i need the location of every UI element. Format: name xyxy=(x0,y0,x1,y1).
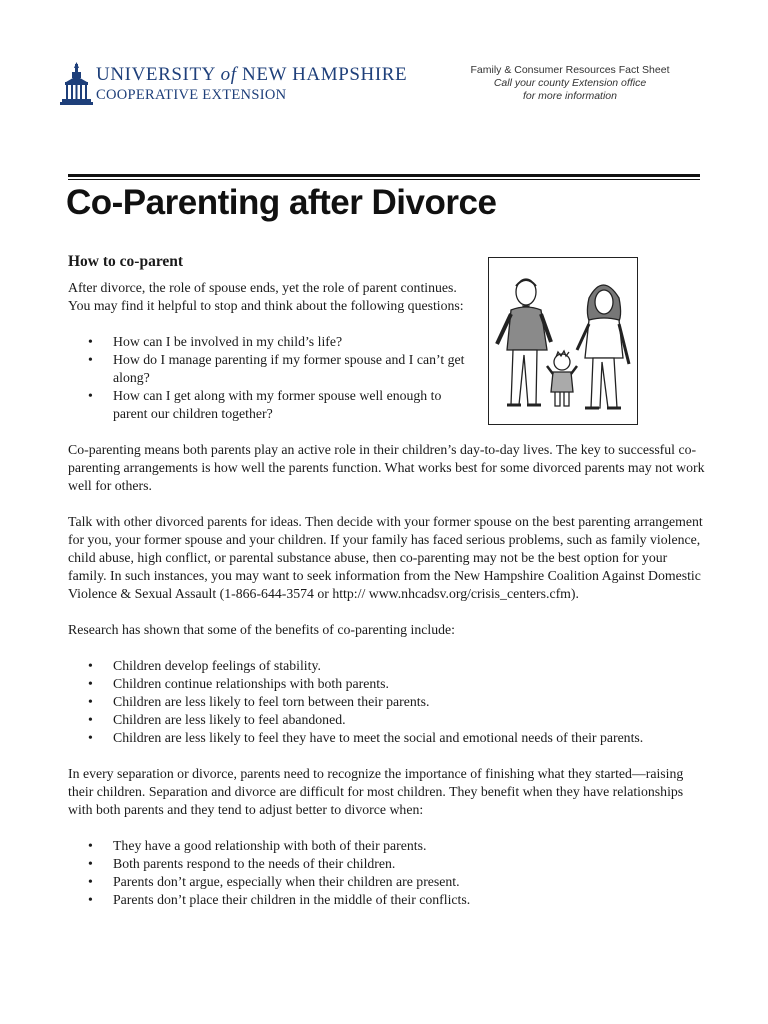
coparenting-paragraph: Co-parenting means both parents play an active role in their children’s day-to-day lives. The key to successful co-parenting arrangements is how well the parents function. What works best for some divorced parents may not work well for others. xyxy=(68,442,705,493)
main-content xyxy=(68,253,708,927)
list-item: • Both parents respond to the needs of their children. xyxy=(68,855,708,873)
list-item: • How can I be involved in my child’s life? xyxy=(68,333,708,351)
list-item: • Children are less likely to feel they have to meet the social and emotional needs of their parents. xyxy=(68,729,708,747)
list-item: • Parents don’t place their children in the middle of their conflicts. xyxy=(68,891,708,909)
list-item: • Children are less likely to feel torn between their parents. xyxy=(68,693,708,711)
fact-sheet-info: for more information xyxy=(523,90,617,102)
list-item: • How can I get along with my former spouse well enough to parent our children together? xyxy=(68,387,533,423)
thompson-hall-icon xyxy=(60,62,94,106)
conditions-list xyxy=(68,837,708,909)
list-item: • Children develop feelings of stability. xyxy=(68,657,708,675)
separation-paragraph: In every separation or divorce, parents need to recognize the importance of finishing what they started—raising their children. Separation and divorce are difficult for most children. They benefit when they have relationships with both parents and they tend to adjust better to divorce when: xyxy=(68,766,684,817)
talk-paragraph: Talk with other divorced parents for ideas. Then decide with your former spouse on the best parenting arrangement for you, your former spouse and your children. If your family has faced serious problems, such as family violence, child abuse, high conflict, or parental substance abuse, then co-parenting may not be the best option for your family. In such instances, you may want to seek information from the New Hampshire Coalition Against Domestic Violence & Sexual Assault (1-866-644-3574 or http:// www.nhcadsv.org/crisis_centers.cfm). xyxy=(68,514,703,601)
list-item: • They have a good relationship with both of their parents. xyxy=(68,837,708,855)
intro-paragraph: After divorce, the role of spouse ends, yet the role of parent continues. You may find it helpful to stop and think about the following questions: xyxy=(68,280,464,313)
page-title: Co-Parenting after Divorce xyxy=(66,183,497,222)
list-item: • Parents don’t argue, especially when their children are present. xyxy=(68,873,708,891)
list-item: • How do I manage parenting if my former spouse and I can’t get along? xyxy=(68,351,533,387)
title-rule-thick xyxy=(68,174,700,177)
fact-sheet-title: Family & Consumer Resources Fact Sheet xyxy=(470,64,670,76)
fact-sheet-note xyxy=(440,64,700,103)
unh-logo xyxy=(60,62,408,106)
title-rule-thin xyxy=(68,179,700,180)
benefits-list xyxy=(68,657,708,747)
list-item: • Children continue relationships with both parents. xyxy=(68,675,708,693)
section-heading: How to co-parent xyxy=(68,253,184,270)
extension-name: COOPERATIVE EXTENSION xyxy=(96,87,287,103)
university-name: UNIVERSITY of NEW HAMPSHIRE xyxy=(96,64,408,85)
research-paragraph: Research has shown that some of the benefits of co-parenting include: xyxy=(68,622,455,637)
list-item: • Children are less likely to feel abandoned. xyxy=(68,711,708,729)
fact-sheet-contact: Call your county Extension office xyxy=(493,77,647,89)
